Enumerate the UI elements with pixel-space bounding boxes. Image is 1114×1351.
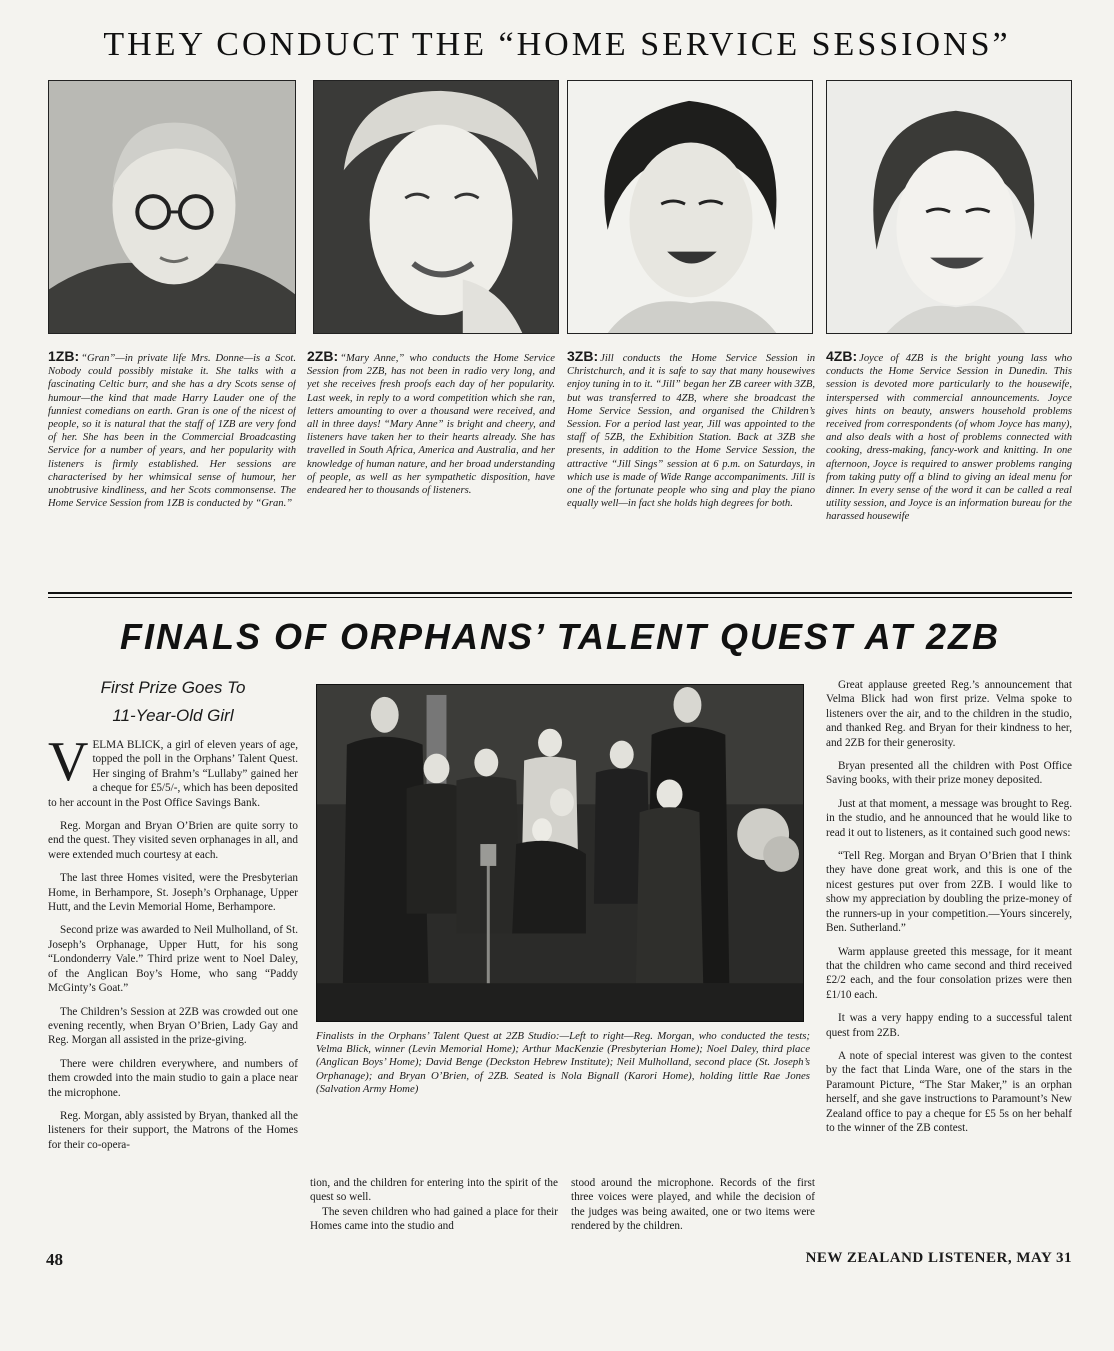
caption-text: Jill conducts the Home Service Session in Christchurch, and it is safe to say that many housewives enjoy tuning in to it. “Jill” began her ZB career with 3ZB, but was transferred to 4ZB, where she broadcast the Home Service Session, and organised the Children’s Session. For a period last year, Jill was appointed to the staff of 5ZB, the Exhibition Station. Back at 3ZB she presents, in addition to the Home Service Session, the attractive “Jill Sings” session at 6 p.m. on Saturdays, in which use is made of Wide Range accompaniments. Jill is one of the fortunate people who sing and play the piano equally well—in fact she holds high degrees for both. xyxy=(567,353,815,510)
paragraph: VELMA BLICK, a girl of eleven years of age, topped the poll in the Orphans’ Talent Quest. Her singing of Brahm’s “Lullaby” gained her a cheque for £5/5/-, which has been deposited to her account in the Post Office Savings Bank. xyxy=(48,738,298,809)
page-number: 48 xyxy=(46,1250,63,1269)
drop-cap: V xyxy=(48,738,89,793)
caption-1zb xyxy=(48,350,296,570)
caption-text: “Mary Anne,” who conducts the Home Service Session from 2ZB, has not been in radio very long, and yet she receives fresh proofs each day of her popularity. Last week, in reply to a word competition which she ran, letters amounting to over a thousand were received, and all in three days! “Mary Anne” is bright and cheery, and listeners have taken her to their hearts already. She has travelled in South Africa, America and Australia, and her knowledge of human nature, and her broad understanding of people, as well as her sympathetic disposition, have endeared her to thousands of listeners. xyxy=(307,353,555,497)
article-column-middle-2 xyxy=(571,1176,815,1236)
caption-4zb xyxy=(826,350,1072,570)
caption-text: Joyce of 4ZB is the bright young lass who conducts the Home Service Session in Dunedin. This session is devoted more particularly to the housewife, interspersed with commercial announcements. Joyce gives hints on beauty, answers household problems received from correspondents (of whom Joyce has many), and also deals with a host of problems connected with cooking, dress-making, fancy-work and knitting. In one afternoon, Joyce is required to answer problems ranging from taking putty off a blind to giving an ideal menu for dinner. In every sense of the word it can be called a real utility session, and Joyce is an information bureau for the harassed housewife xyxy=(826,353,1072,523)
station-label: 4ZB: xyxy=(826,350,858,364)
paragraph: “Tell Reg. Morgan and Bryan O’Brien that I think they have done great work, and this is one of the nicest gestures put over from 2ZB. I would like to show my appreciation by doubling the prize-money of the runners-up in your competition.—Yours sincerely, Ben. Sutherland.” xyxy=(826,850,1072,935)
article-subhead: 11-Year-Old Girl xyxy=(112,706,234,725)
publication-line: NEW ZEALAND LISTENER, MAY 31 xyxy=(805,1250,1072,1266)
paragraph: Bryan presented all the children with Post Office Saving books, with their prize money deposited. xyxy=(826,760,1072,787)
photo-joyce xyxy=(826,80,1072,334)
station-label: 3ZB: xyxy=(567,350,599,364)
paragraph: Great applause greeted Reg.’s announcement that Velma Blick had won first prize. Velma spoke to listeners over the air, and to the children in the studio, and thanked Reg. and Bryan for their kindness to her, and 2ZB for their generosity. xyxy=(826,679,1072,749)
article-headline: FINALS OF ORPHANS’ TALENT QUEST AT 2ZB xyxy=(120,616,1000,657)
paragraph: The last three Homes visited, were the Presbyterian Home, in Berhampore, St. Joseph’s Orphanage, Upper Hutt, and the Levin Memorial Home, Berhampore. xyxy=(48,872,298,914)
paragraph: A note of special interest was given to the contest by the fact that Linda Ware, one of the stars in the Paramount Picture, “The Star Maker,” is an orphan herself, and she gave instructions to Paramount’s New Zealand office to pay a cheque for £5 5s on her behalf to the winner of the ZB contest. xyxy=(826,1049,1072,1134)
photo-caption: Finalists in the Orphans’ Talent Quest at 2ZB Studio:—Left to right—Reg. Morgan, who conducted the tests; Velma Blick, winner (Levin Memorial Home); Arthur MacKenzie (Presbyterian Home); Noel Daley, third place (Anglican Boys’ Home); David Benge (Deckston Hebrew Institute); Neil Mulholland, second place (St. Joseph’s Orphanage); and Bryan O’Brien, of 2ZB. Seated is Nola Bignall (Karori Home), holding little Rae Jones (Salvation Army Home) xyxy=(316,1030,810,1095)
paragraph: It was a very happy ending to a successful talent quest from 2ZB. xyxy=(826,1012,1072,1039)
station-label: 1ZB: xyxy=(48,350,80,364)
section-divider xyxy=(48,592,1072,594)
paragraph: There were children everywhere, and numbers of them crowded into the main studio to gain a place near the microphone. xyxy=(48,1057,298,1099)
paragraph: Warm applause greeted this message, for it meant that the children who came second and third received £2/2 each, and the four consolation prizes were then £1/10 each. xyxy=(826,945,1072,1001)
paragraph: Just at that moment, a message was brought to Reg. in the studio, and he announced that he would like to read it out to listeners, as it contained such good news: xyxy=(826,797,1072,839)
paragraph: Second prize was awarded to Neil Mulholland, of St. Joseph’s Orphanage, Upper Hutt, for his song “Londonderry Vale.” Third prize went to Noel Daley, of the Anglican Boy’s Home, who sang “Paddy McGinty’s Goat.” xyxy=(48,924,298,995)
photo-mary-anne xyxy=(313,80,559,334)
caption-3zb xyxy=(567,350,815,570)
caption-text: “Gran”—in private life Mrs. Donne—is a Scot. Nobody could possibly mistake it. She talks with a fascinating Celtic burr, and she has a dry Scots sense of humour—the kind that made Harry Lauder one of the funniest comedians on earth. Gran is one of the nicest of people, so it is natural that the staff of 1ZB are very fond of her. She has been in the Commercial Broadcasting Service for a number of years, and her popularity with listeners is firmly established. Her sessions are characterised by her whimsical sense of humour, her unobtrusive kindliness, and her Scots commonsense. The Home Service Session from 1ZB is conducted by “Gran.” xyxy=(48,353,296,510)
photo-jill xyxy=(567,80,813,334)
photo-gran xyxy=(48,80,296,334)
photo-talent-quest-finalists xyxy=(316,684,804,1022)
station-label: 2ZB: xyxy=(307,350,339,364)
article-subhead: First Prize Goes To xyxy=(100,678,246,697)
section-divider xyxy=(48,597,1072,598)
paragraph: The seven children who had gained a place for their Homes came into the studio and xyxy=(310,1205,558,1233)
paragraph: stood around the microphone. Records of the first three voices were played, and while the decision of the judges was being awaited, one or two items were rendered by the children. xyxy=(571,1177,815,1233)
page-headline: THEY CONDUCT THE “HOME SERVICE SESSIONS” xyxy=(103,26,1011,63)
article-column-middle-1 xyxy=(310,1176,558,1236)
paragraph: Reg. Morgan and Bryan O’Brien are quite sorry to end the quest. They visited seven orphanages in all, and were extended much courtesy at each. xyxy=(48,820,298,861)
paragraph: tion, and the children for entering into the spirit of the quest so well. xyxy=(310,1177,558,1204)
caption-2zb xyxy=(307,350,555,570)
paragraph: The Children’s Session at 2ZB was crowded out one evening recently, when Bryan O’Brien, Lady Gay and Reg. Morgan all assisted in the prize-giving. xyxy=(48,1005,298,1047)
article-column-left xyxy=(48,738,298,1234)
article-column-right xyxy=(826,678,1072,1238)
paragraph: Reg. Morgan, ably assisted by Bryan, thanked all the listeners for their support, the Matrons of the Homes for their co-opera- xyxy=(48,1109,298,1151)
